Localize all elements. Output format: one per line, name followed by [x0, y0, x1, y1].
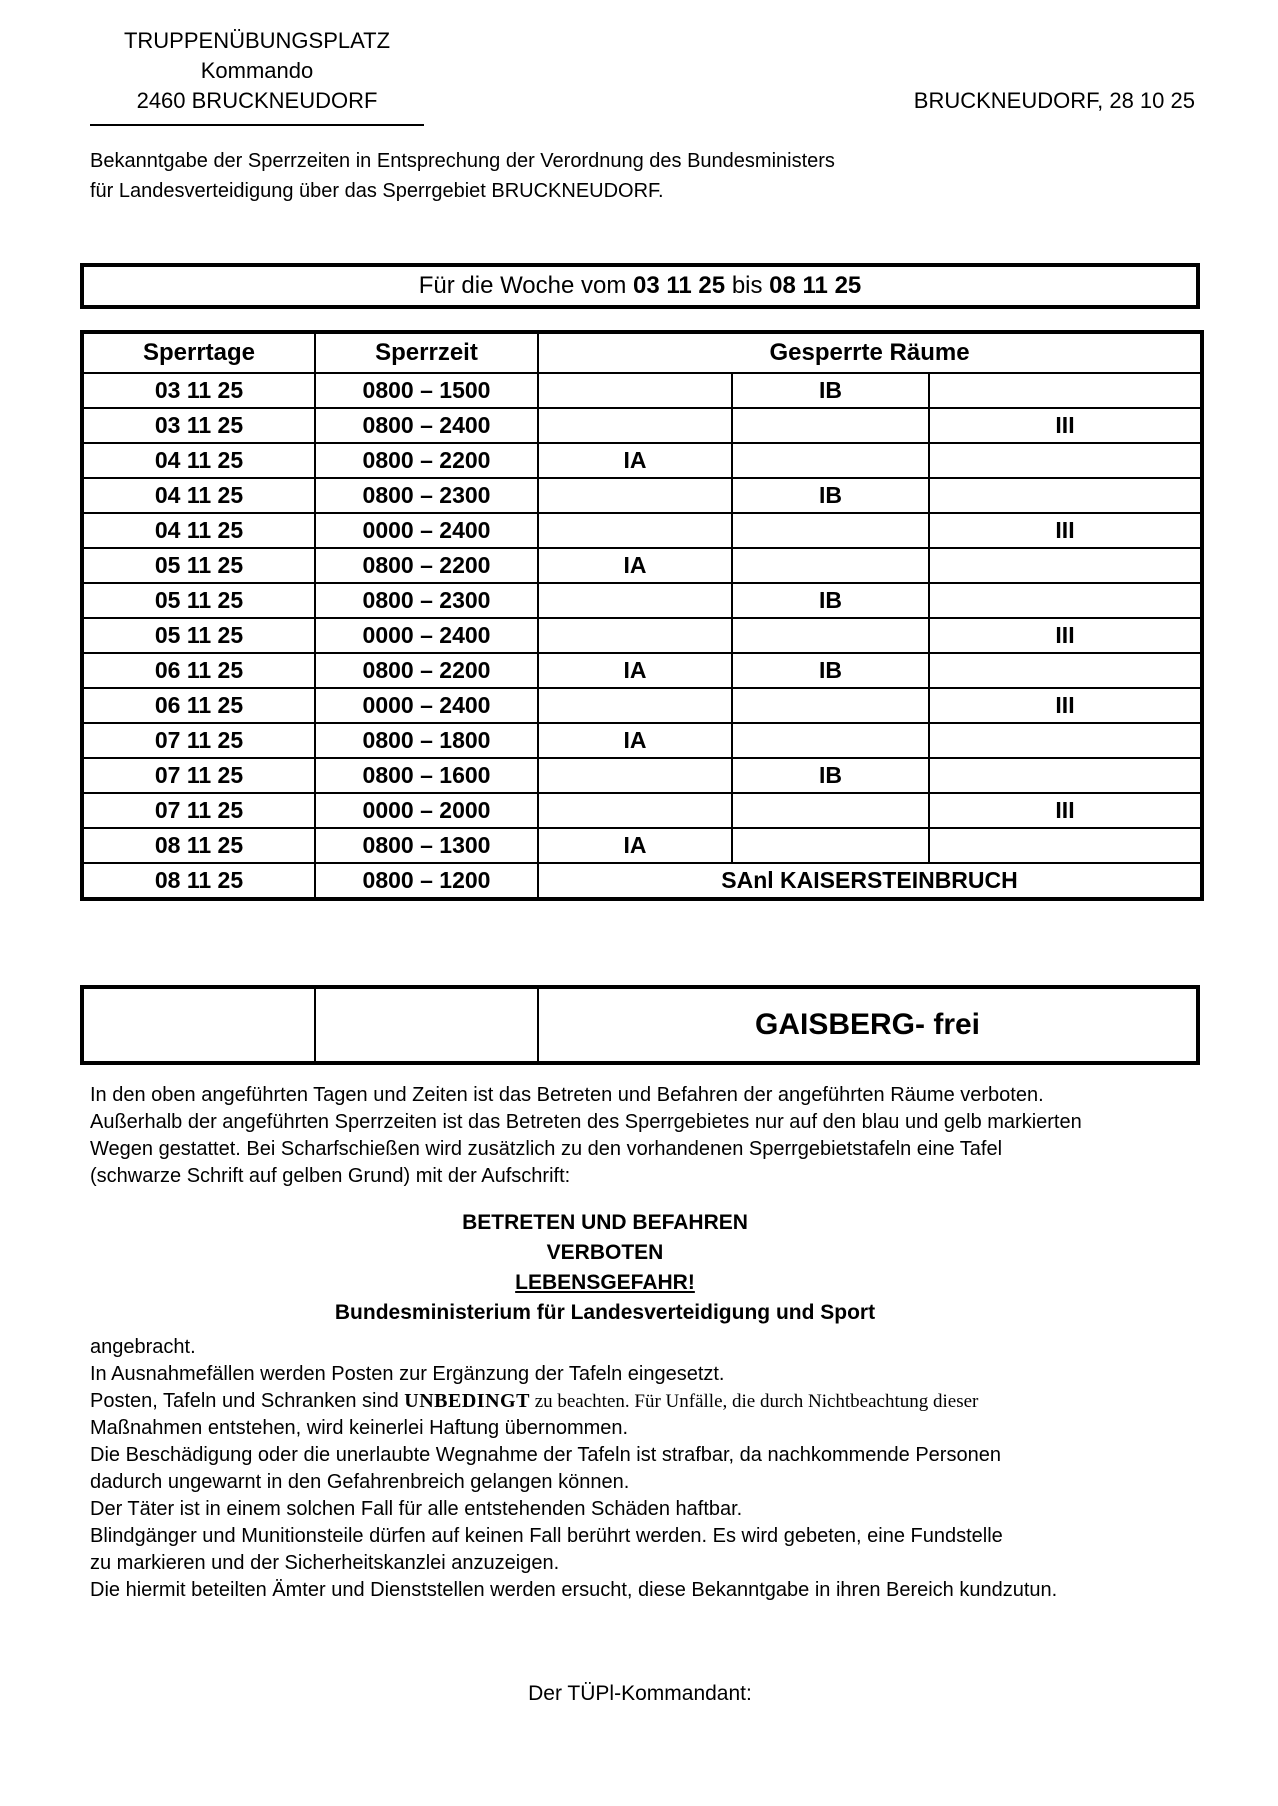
room-cell — [929, 828, 1202, 863]
text-line: Die Beschädigung oder die unerlaubte Wegnahme der Tafeln ist strafbar, da nachkommende Personen — [90, 1444, 1001, 1466]
room-cell — [538, 618, 732, 653]
date-cell: 03 11 25 — [82, 373, 315, 408]
room-cell: IA — [538, 723, 732, 758]
text-line: zu markieren und der Sicherheitskanzlei anzuzeigen. — [90, 1552, 560, 1574]
sperr-table — [80, 330, 1204, 901]
date-cell: 05 11 25 — [82, 548, 315, 583]
time-cell: 0000 – 2400 — [315, 688, 538, 723]
letterhead — [90, 26, 424, 126]
room-cell — [732, 828, 929, 863]
room-cell — [929, 723, 1202, 758]
gaisberg-table — [80, 985, 1200, 1065]
table-row — [82, 583, 1202, 618]
body-text — [90, 1082, 1210, 1604]
date-cell: 08 11 25 — [82, 828, 315, 863]
org-name-line1: TRUPPENÜBUNGSPLATZ — [123, 28, 391, 53]
room-cell — [538, 583, 732, 618]
room-cell: IA — [538, 653, 732, 688]
room-cell — [732, 408, 929, 443]
room-cell — [929, 653, 1202, 688]
header-gesperrte-raeume: Gesperrte Räume — [538, 332, 1202, 373]
room-cell — [538, 688, 732, 723]
room-cell: III — [929, 688, 1202, 723]
room-cell: III — [929, 408, 1202, 443]
room-cell — [538, 793, 732, 828]
room-cell: IA — [538, 443, 732, 478]
room-cell — [538, 373, 732, 408]
room-cell — [538, 513, 732, 548]
text-line: Maßnahmen entstehen, wird keinerlei Haftung übernommen. — [90, 1417, 629, 1439]
mixed-serif-bold-part: UNBEDINGT — [404, 1390, 530, 1412]
date-cell: 06 11 25 — [82, 688, 315, 723]
room-cell — [732, 513, 929, 548]
text-line: angebracht. — [90, 1336, 196, 1358]
time-cell: 0800 – 1500 — [315, 373, 538, 408]
text-line: (schwarze Schrift auf gelben Grund) mit der Aufschrift: — [90, 1165, 571, 1187]
time-cell: 0800 – 2300 — [315, 478, 538, 513]
gaisberg-empty-cell-1 — [82, 987, 315, 1063]
table-row — [82, 408, 1202, 443]
table-row — [82, 443, 1202, 478]
mixed-serif-rest-part: zu beachten. Für Unfälle, die durch Nichtbeachtung dieser — [529, 1391, 979, 1412]
room-cell: IA — [538, 548, 732, 583]
time-cell: 0800 – 2200 — [315, 443, 538, 478]
text-line: Außerhalb der angeführten Sperrzeiten ist das Betreten des Sperrgebietes nur auf den blau und gelb markierten — [90, 1111, 1082, 1133]
table-row — [82, 513, 1202, 548]
gaisberg-label: GAISBERG- frei — [538, 987, 1198, 1063]
week-to-date: 08 11 25 — [769, 272, 862, 299]
time-cell: 0000 – 2000 — [315, 793, 538, 828]
signature-line: Der TÜPl-Kommandant: — [528, 1682, 752, 1705]
notice-line4: Bundesministerium für Landesverteidigung und Sport — [334, 1301, 876, 1324]
room-cell — [929, 443, 1202, 478]
room-cell — [732, 793, 929, 828]
notice-line3: LEBENSGEFAHR! — [515, 1271, 695, 1294]
room-cell: III — [929, 513, 1202, 548]
time-cell: 0800 – 2400 — [315, 408, 538, 443]
date-cell: 07 11 25 — [82, 758, 315, 793]
table-row — [82, 863, 1202, 899]
room-cell — [732, 618, 929, 653]
week-range-box — [80, 263, 1200, 309]
paragraph-posten-2 — [90, 1415, 1210, 1604]
room-cell — [929, 758, 1202, 793]
table-row — [82, 723, 1202, 758]
table-row — [82, 373, 1202, 408]
room-cell: IA — [538, 828, 732, 863]
paragraph-posten-1 — [90, 1334, 1210, 1388]
room-cell: IB — [732, 758, 929, 793]
table-row — [82, 793, 1202, 828]
room-cell — [732, 688, 929, 723]
text-line: Der Täter ist in einem solchen Fall für alle entstehenden Schäden haftbar. — [90, 1498, 743, 1520]
text-line: dadurch ungewarnt in den Gefahrenbreich gelangen können. — [90, 1471, 630, 1493]
room-cell — [732, 548, 929, 583]
time-cell: 0800 – 1600 — [315, 758, 538, 793]
time-cell: 0000 – 2400 — [315, 513, 538, 548]
room-cell — [732, 443, 929, 478]
room-cell — [929, 373, 1202, 408]
header-sperrtage: Sperrtage — [82, 332, 315, 373]
time-cell: 0800 – 2300 — [315, 583, 538, 618]
room-cell — [929, 478, 1202, 513]
warning-sign-text — [90, 1208, 1120, 1328]
sperr-table-container — [80, 330, 1204, 901]
room-cell — [929, 548, 1202, 583]
table-row — [82, 478, 1202, 513]
sperr-table-body — [82, 373, 1202, 899]
date-cell: 04 11 25 — [82, 478, 315, 513]
week-prefix: Für die Woche vom — [418, 272, 627, 299]
table-row — [82, 828, 1202, 863]
table-row — [82, 548, 1202, 583]
table-row — [82, 758, 1202, 793]
org-name-line3: 2460 BRUCKNEUDORF — [136, 88, 378, 113]
room-cell — [538, 478, 732, 513]
notice-line2: VERBOTEN — [546, 1241, 664, 1264]
week-connector: bis — [731, 272, 763, 299]
mixed-sans-part: Posten, Tafeln und Schranken sind — [90, 1390, 405, 1412]
room-cell: IB — [732, 373, 929, 408]
table-row — [82, 688, 1202, 723]
time-cell: 0800 – 1800 — [315, 723, 538, 758]
intro-paragraph — [90, 146, 835, 206]
time-cell: 0000 – 2400 — [315, 618, 538, 653]
date-cell: 06 11 25 — [82, 653, 315, 688]
room-cell — [929, 583, 1202, 618]
room-cell — [538, 408, 732, 443]
room-cell: III — [929, 793, 1202, 828]
mixed-font-line — [90, 1388, 1210, 1415]
intro-line1: Bekanntgabe der Sperrzeiten in Entsprechung der Verordnung des Bundesministers — [90, 150, 835, 172]
place-date-line: BRUCKNEUDORF, 28 10 25 — [913, 88, 1195, 113]
date-cell: 08 11 25 — [82, 863, 315, 899]
room-cell — [732, 723, 929, 758]
gaisberg-empty-cell-2 — [315, 987, 538, 1063]
merged-room-cell: SAnl KAISERSTEINBRUCH — [538, 863, 1202, 899]
table-row — [82, 618, 1202, 653]
text-line: Die hiermit beteilten Ämter und Dienststellen werden ersucht, diese Bekanntgabe in ihren Bereich kundzutun. — [90, 1579, 1058, 1601]
paragraph-rules — [90, 1082, 1210, 1190]
date-cell: 07 11 25 — [82, 793, 315, 828]
gaisberg-row — [82, 987, 1198, 1063]
room-cell — [538, 758, 732, 793]
header-sperrzeit: Sperrzeit — [315, 332, 538, 373]
time-cell: 0800 – 2200 — [315, 653, 538, 688]
time-cell: 0800 – 1300 — [315, 828, 538, 863]
date-cell: 07 11 25 — [82, 723, 315, 758]
date-cell: 04 11 25 — [82, 513, 315, 548]
room-cell: III — [929, 618, 1202, 653]
text-line: In den oben angeführten Tagen und Zeiten ist das Betreten und Befahren der angeführten Räume verboten. — [90, 1084, 1044, 1106]
room-cell: IB — [732, 478, 929, 513]
table-row — [82, 653, 1202, 688]
week-from-date: 03 11 25 — [633, 272, 726, 299]
time-cell: 0800 – 2200 — [315, 548, 538, 583]
text-line: In Ausnahmefällen werden Posten zur Ergänzung der Tafeln eingesetzt. — [90, 1363, 725, 1385]
text-line: Blindgänger und Munitionsteile dürfen auf keinen Fall berührt werden. Es wird gebeten, eine Fundstelle — [90, 1525, 1003, 1547]
table-header-row — [82, 332, 1202, 373]
gaisberg-table-container — [80, 985, 1200, 1065]
date-cell: 05 11 25 — [82, 583, 315, 618]
date-cell: 05 11 25 — [82, 618, 315, 653]
org-name-line2: Kommando — [200, 58, 314, 83]
notice-line1: BETRETEN UND BEFAHREN — [462, 1211, 748, 1234]
time-cell: 0800 – 1200 — [315, 863, 538, 899]
intro-line2: für Landesverteidigung über das Sperrgebiet BRUCKNEUDORF. — [90, 180, 664, 202]
date-cell: 03 11 25 — [82, 408, 315, 443]
text-line: Wegen gestattet. Bei Scharfschießen wird zusätzlich zu den vorhandenen Sperrgebietstafeln eine Tafel — [90, 1138, 1003, 1160]
room-cell: IB — [732, 653, 929, 688]
date-cell: 04 11 25 — [82, 443, 315, 478]
room-cell: IB — [732, 583, 929, 618]
